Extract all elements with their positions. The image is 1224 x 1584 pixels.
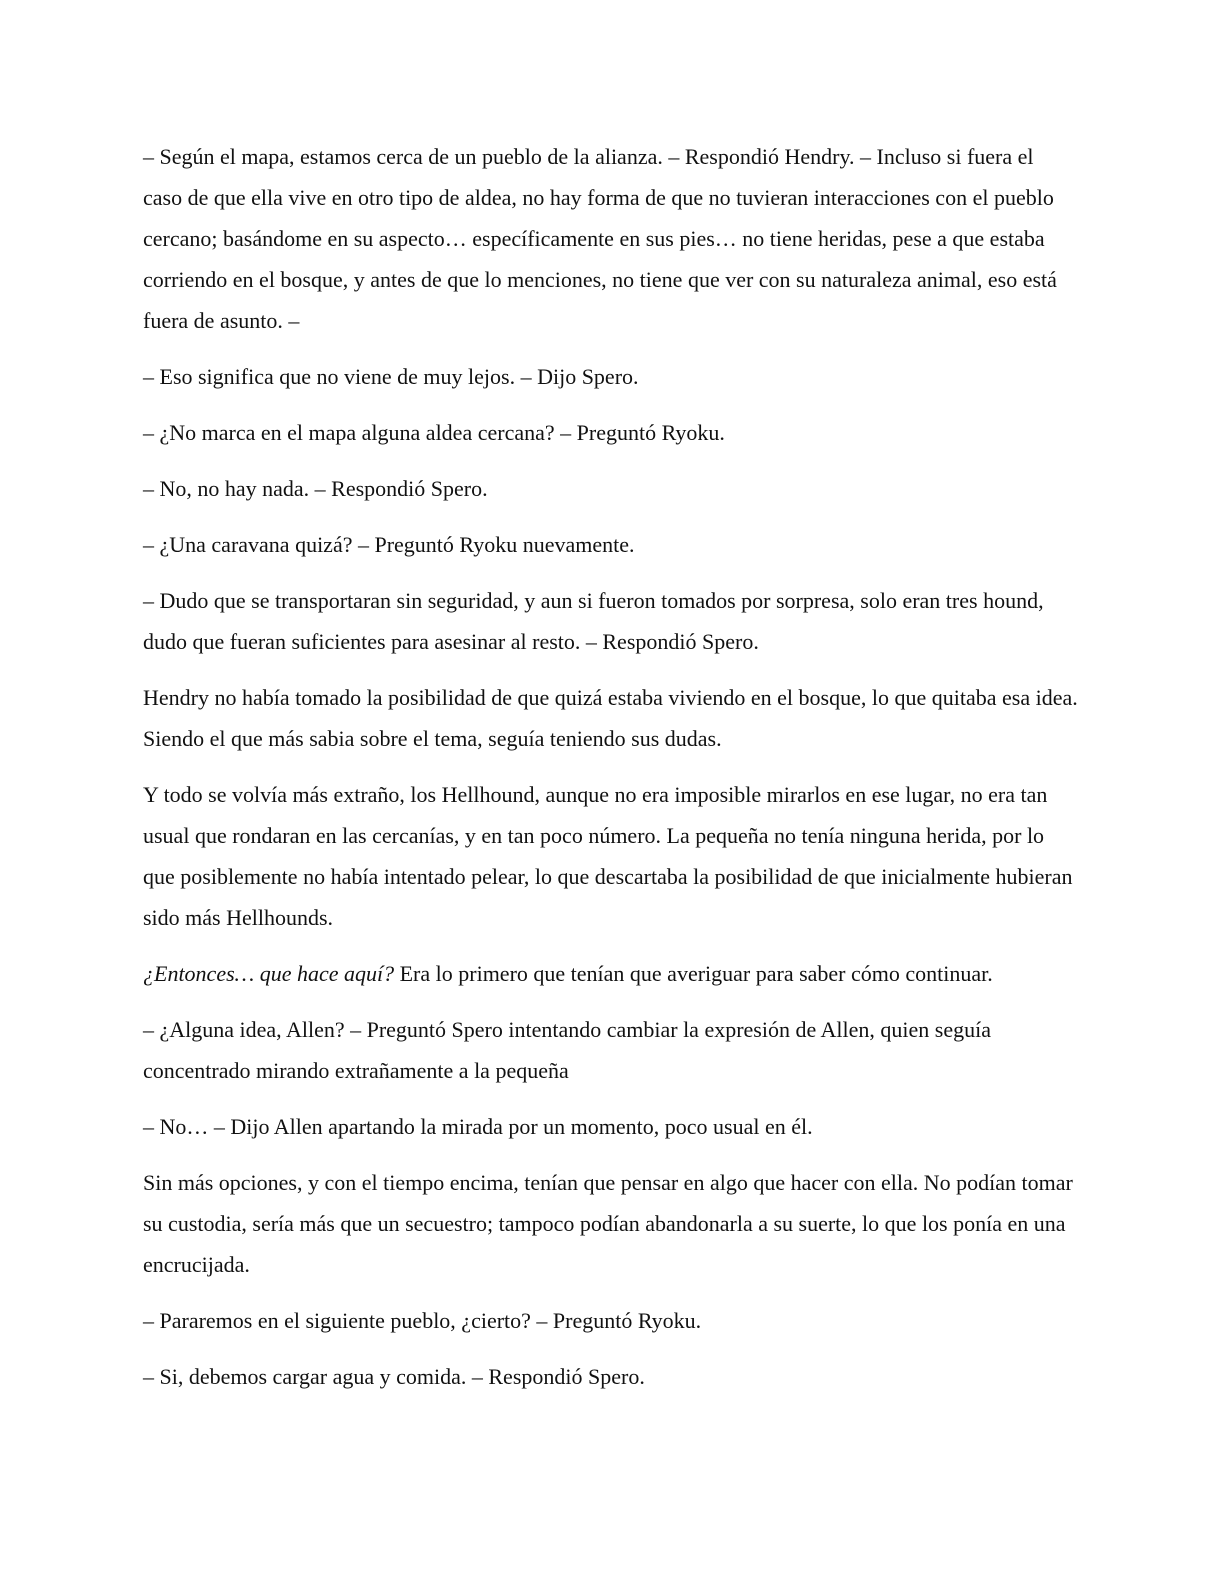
paragraph: Y todo se volvía más extraño, los Hellhound, aunque no era imposible mirarlos en ese lugar, no era tan usual que rondaran en las cercanías, y en tan poco número. La pequeña no tenía ninguna herida, por lo que posiblemente no había intentado pelear, lo que descartaba la posibilidad de que inicialmente hubieran sido más Hellhounds. <box>143 782 1073 930</box>
paragraph: – Según el mapa, estamos cerca de un pueblo de la alianza. – Respondió Hendry. – Incluso si fuera el caso de que ella vive en otro tipo de aldea, no hay forma de que no tuvieran interacciones con el pueblo cercano; basándome en su aspecto… específicamente en sus pies… no tiene heridas, pese a que estaba corriendo en el bosque, y antes de que lo menciones, no tiene que ver con su naturaleza animal, eso está fuera de asunto. – <box>143 144 1057 333</box>
paragraph: Sin más opciones, y con el tiempo encima, tenían que pensar en algo que hacer con ella. No podían tomar su custodia, sería más que un secuestro; tampoco podían abandonarla a su suerte, lo que los ponía en una encrucijada. <box>143 1170 1073 1277</box>
paragraph: – Eso significa que no viene de muy lejos. – Dijo Spero. <box>143 364 639 389</box>
paragraph: – Si, debemos cargar agua y comida. – Respondió Spero. <box>143 1364 645 1389</box>
paragraph: – ¿Una caravana quizá? – Preguntó Ryoku nuevamente. <box>143 532 635 557</box>
paragraph: – Pararemos en el siguiente pueblo, ¿cierto? – Preguntó Ryoku. <box>143 1308 702 1333</box>
paragraph: Hendry no había tomado la posibilidad de que quizá estaba viviendo en el bosque, lo que quitaba esa idea. Siendo el que más sabia sobre el tema, seguía teniendo sus dudas. <box>143 685 1078 751</box>
italic-thought: ¿Entonces… que hace aquí? <box>143 961 395 986</box>
paragraph: – No, no hay nada. – Respondió Spero. <box>143 476 488 501</box>
document-page <box>143 136 1078 1412</box>
paragraph <box>143 953 1078 994</box>
paragraph: – No… – Dijo Allen apartando la mirada por un momento, poco usual en él. <box>143 1114 813 1139</box>
paragraph: – Dudo que se transportaran sin seguridad, y aun si fueron tomados por sorpresa, solo eran tres hound, dudo que fueran suficientes para asesinar al resto. – Respondió Spero. <box>143 588 1044 654</box>
paragraph: – ¿Alguna idea, Allen? – Preguntó Spero intentando cambiar la expresión de Allen, quien seguía concentrado mirando extrañamente a la pequeña <box>143 1017 991 1083</box>
paragraph-text: Era lo primero que tenían que averiguar para saber cómo continuar. <box>394 961 993 986</box>
paragraph: – ¿No marca en el mapa alguna aldea cercana? – Preguntó Ryoku. <box>143 420 725 445</box>
